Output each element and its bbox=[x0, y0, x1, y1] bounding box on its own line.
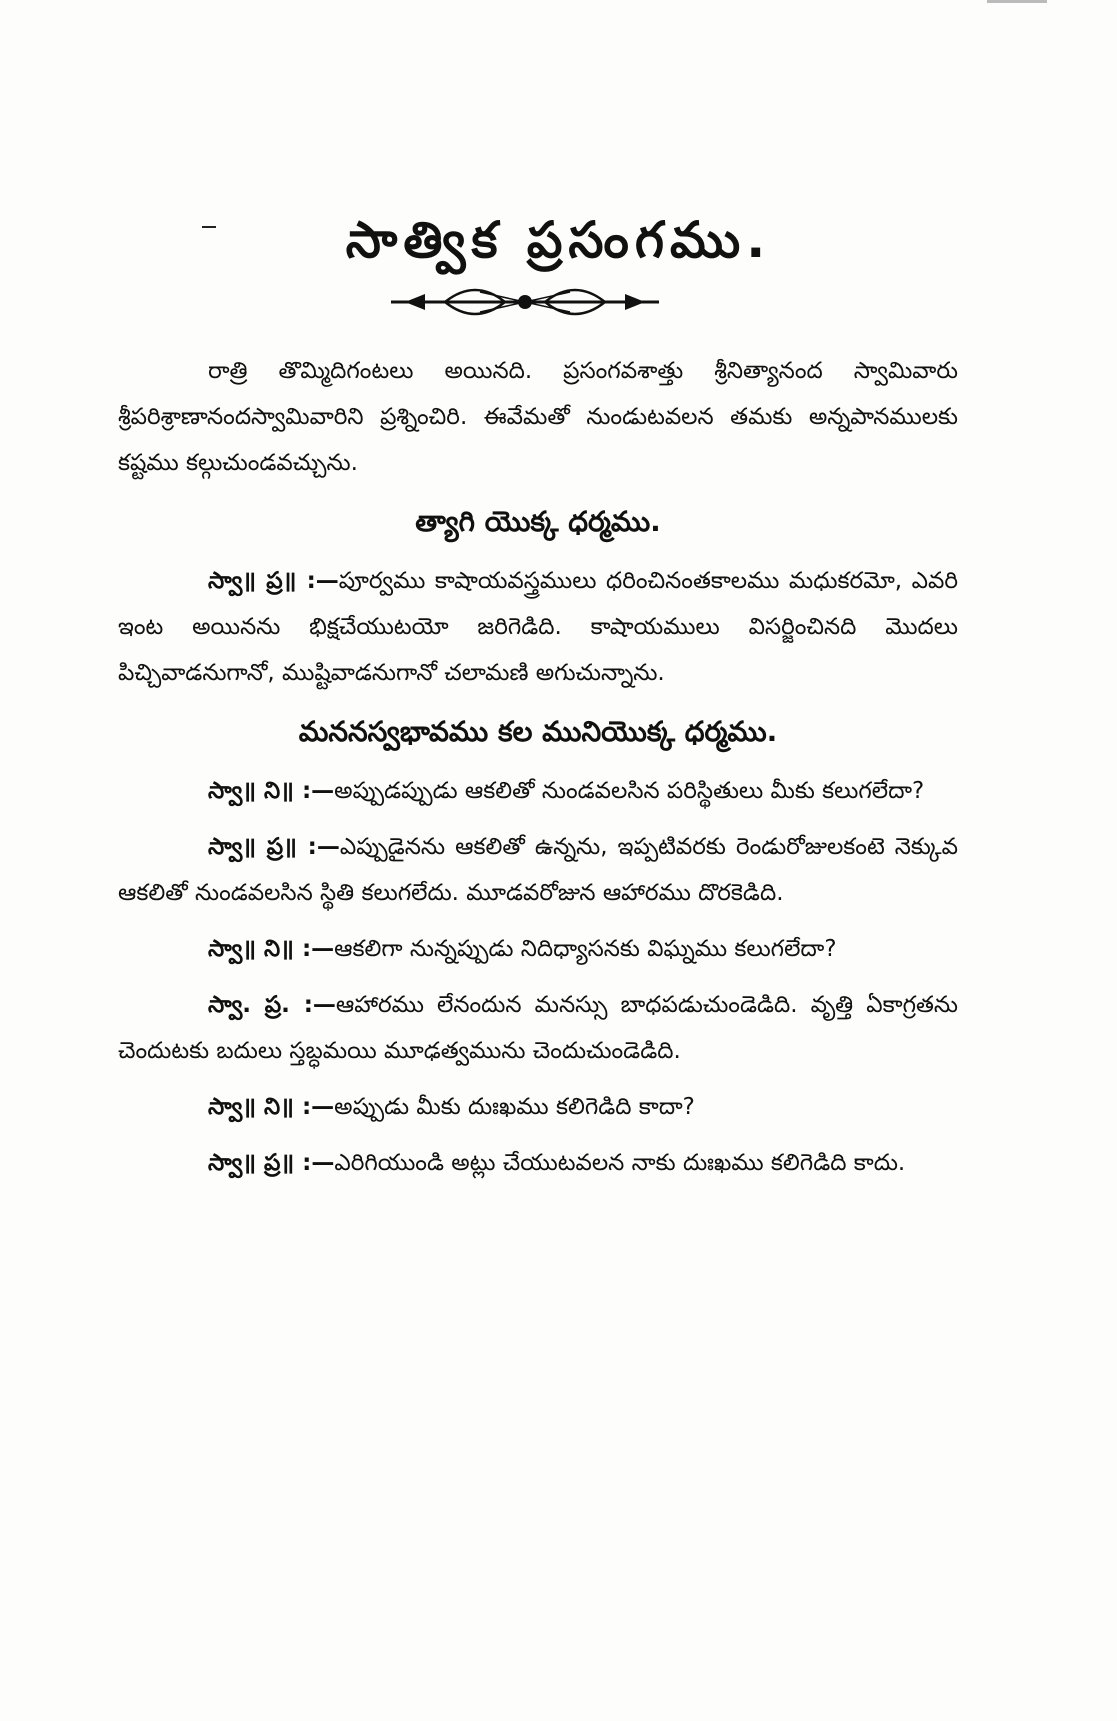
speaker-label: స్వా॥ ప్ర॥ :— bbox=[208, 1150, 335, 1176]
speaker-label: స్వా॥ ని॥ :— bbox=[208, 936, 335, 962]
dialogue-paragraph bbox=[118, 558, 958, 696]
body-paragraph: రాత్రి తొమ్మిదిగంటలు అయినది. ప్రసంగవశాత్తు శ్రీనిత్యానంద స్వామివారు శ్రీపరిశ్రాణానందస్వామివారిని ప్రశ్నించిరి. ఈవేమతో నుండుటవలన తమకు అన్నపానములకు కష్టము కల్గుచుండవచ్చును. bbox=[118, 358, 958, 476]
page-title: సాత్విక ప్రసంగము. bbox=[345, 211, 772, 269]
dialogue-paragraph bbox=[118, 824, 958, 916]
title-ornament-icon bbox=[385, 282, 665, 322]
dialogue-text: ఎరిగియుండి అట్లు చేయుటవలన నాకు దుఃఖము కలిగెడిది కాదు. bbox=[334, 1150, 906, 1176]
dialogue-paragraph bbox=[118, 982, 958, 1074]
dialogue-text: పూర్వము కాషాయవస్త్రములు ధరించినంతకాలము మధుకరమో, ఎవరి ఇంట అయినను భిక్షచేయుటయో జరిగెడిది. కాషాయములు విసర్జించినది మొదలు పిచ్చివాడనుగానో, ముష్టివాడనుగానో చలామణి అగుచున్నాను. bbox=[118, 568, 958, 686]
dialogue-paragraph bbox=[118, 1140, 958, 1186]
speaker-label: స్వా॥ ప్ర॥ :— bbox=[208, 834, 340, 860]
speaker-label: స్వా॥ ప్ర॥ :— bbox=[208, 568, 339, 594]
dialogue-text: ఆకలిగా నున్నప్పుడు నిదిధ్యాసనకు విఘ్నము కలుగలేదా? bbox=[334, 936, 837, 962]
dialogue-text: ఎప్పుడైనను ఆకలితో ఉన్నను, ఇప్పటివరకు రెండురోజులకంటె నెక్కువ ఆకలితో నుండవలసిన స్థితి కలుగలేదు. మూడవరోజున ఆహారము దొరకెడిది. bbox=[118, 834, 958, 906]
dialogue-text: అప్పుడు మీకు దుఃఖము కలిగెడిది కాదా? bbox=[334, 1094, 695, 1120]
page-body bbox=[118, 348, 958, 1196]
section-heading: త్యాగి యొక్క ధర్మము. bbox=[415, 505, 661, 538]
dialogue-text: అప్పుడప్పుడు ఆకలితో నుండవలసిన పరిస్థితులు మీకు కలుగలేదా? bbox=[334, 778, 925, 804]
speaker-label: స్వా. ప్ర. :— bbox=[208, 992, 336, 1018]
dialogue-text: ఆహారము లేనందున మనస్సు బాధపడుచుండెడిది. వృత్తి ఏకాగ్రతను చెందుటకు బదులు స్తబ్ధమయి మూఢత్వమును చెందుచుండెడిది. bbox=[118, 992, 958, 1064]
dialogue-paragraph bbox=[118, 768, 958, 814]
dialogue-paragraph bbox=[118, 1084, 958, 1130]
section-heading: మననస్వభావము కల మునియొక్క ధర్మము. bbox=[298, 715, 778, 748]
scan-edge-mark bbox=[987, 0, 1047, 3]
speaker-label: స్వా॥ ని॥ :— bbox=[208, 1094, 335, 1120]
speaker-label: స్వా॥ ని॥ :— bbox=[208, 778, 335, 804]
dialogue-paragraph bbox=[118, 926, 958, 972]
